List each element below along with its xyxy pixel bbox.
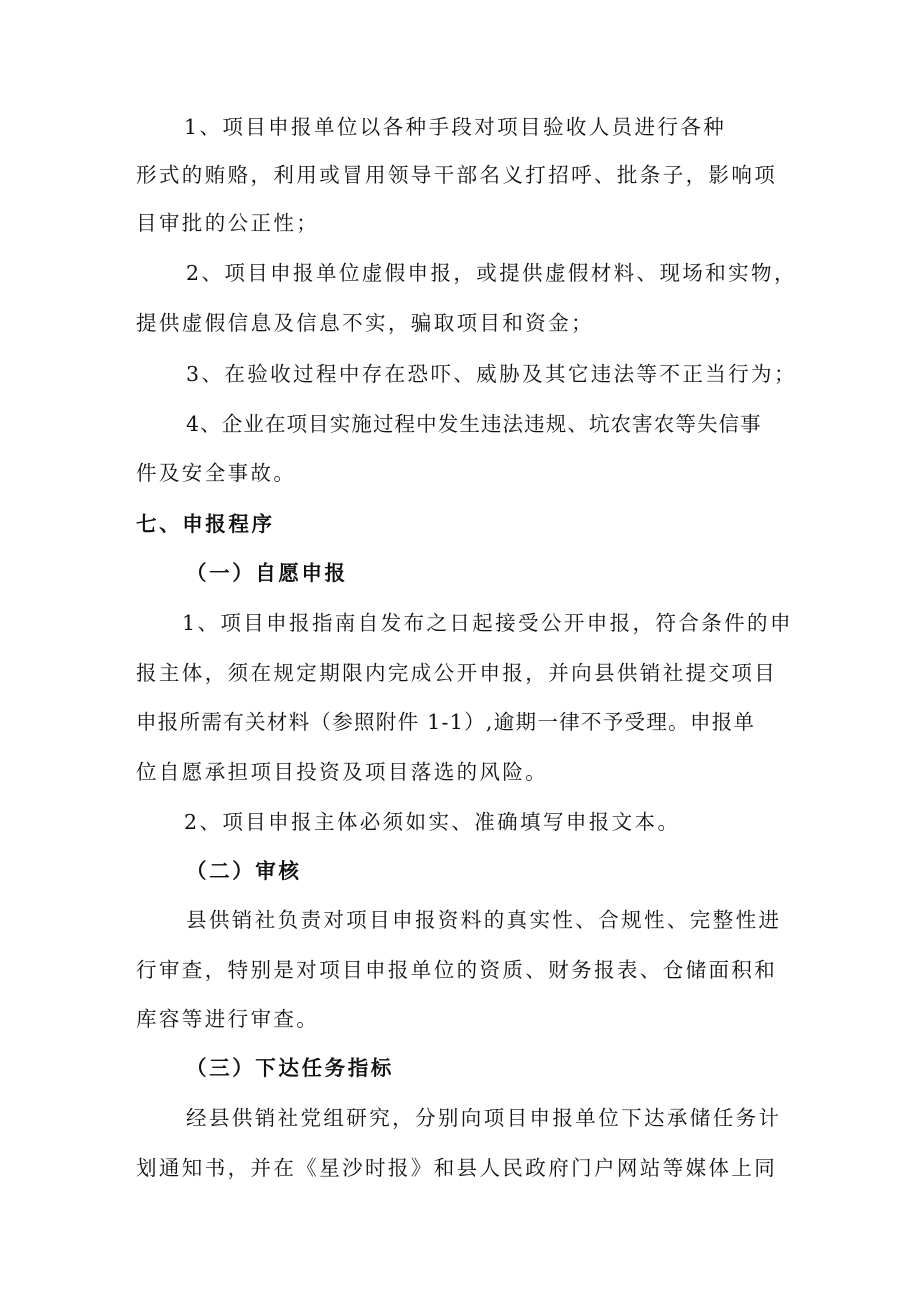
section-heading: 七、申报程序 bbox=[136, 512, 275, 536]
paragraph-line: 经县供销社党组研究，分别向项目申报单位下达承储任务计 bbox=[186, 1106, 782, 1130]
paragraph-line: 申报所需有关材料（参照附件 1-1）,逾期一律不予受理。申报单 bbox=[136, 710, 756, 734]
paragraph-line: 划通知书，并在《星沙时报》和县人民政府门户网站等媒体上同 bbox=[136, 1156, 778, 1180]
paragraph-line: 2、项目申报主体必须如实、准确填写申报文本。 bbox=[184, 810, 681, 834]
paragraph-line: 县供销社负责对项目申报资料的真实性、合规性、完整性进 bbox=[186, 908, 782, 932]
paragraph-line: 目审批的公正性； bbox=[136, 211, 320, 235]
subsection-heading: （一）自愿申报 bbox=[186, 561, 348, 585]
paragraph-line: 2、项目申报单位虚假申报，或提供虚假材料、现场和实物， bbox=[186, 261, 797, 285]
paragraph-line: 1、项目申报指南自发布之日起接受公开申报，符合条件的申 bbox=[182, 611, 793, 635]
subsection-heading: （二）审核 bbox=[186, 859, 302, 883]
paragraph-line: 报主体，须在规定期限内完成公开申报，并向县供销社提交项目 bbox=[136, 661, 778, 685]
subsection-heading: （三）下达任务指标 bbox=[186, 1056, 394, 1080]
paragraph-line: 位自愿承担项目投资及项目落选的风险。 bbox=[136, 760, 549, 784]
paragraph-line: 库容等进行审查。 bbox=[136, 1007, 320, 1031]
paragraph-line: 行审查，特别是对项目申报单位的资质、财务报表、仓储面积和 bbox=[136, 958, 778, 982]
paragraph-line: 4、企业在项目实施过程中发生违法违规、坑农害农等失信事 bbox=[186, 412, 762, 436]
paragraph-line: 3、在验收过程中存在恐吓、威胁及其它违法等不正当行为； bbox=[186, 362, 797, 386]
paragraph-line: 提供虚假信息及信息不实，骗取项目和资金； bbox=[136, 311, 594, 335]
paragraph-line: 1、项目申报单位以各种手段对项目验收人员进行各种 bbox=[184, 115, 727, 139]
paragraph-line: 形式的贿赂，利用或冒用领导干部名义打招呼、批条子，影响项 bbox=[136, 163, 778, 187]
paragraph-line: 件及安全事故。 bbox=[136, 461, 297, 485]
